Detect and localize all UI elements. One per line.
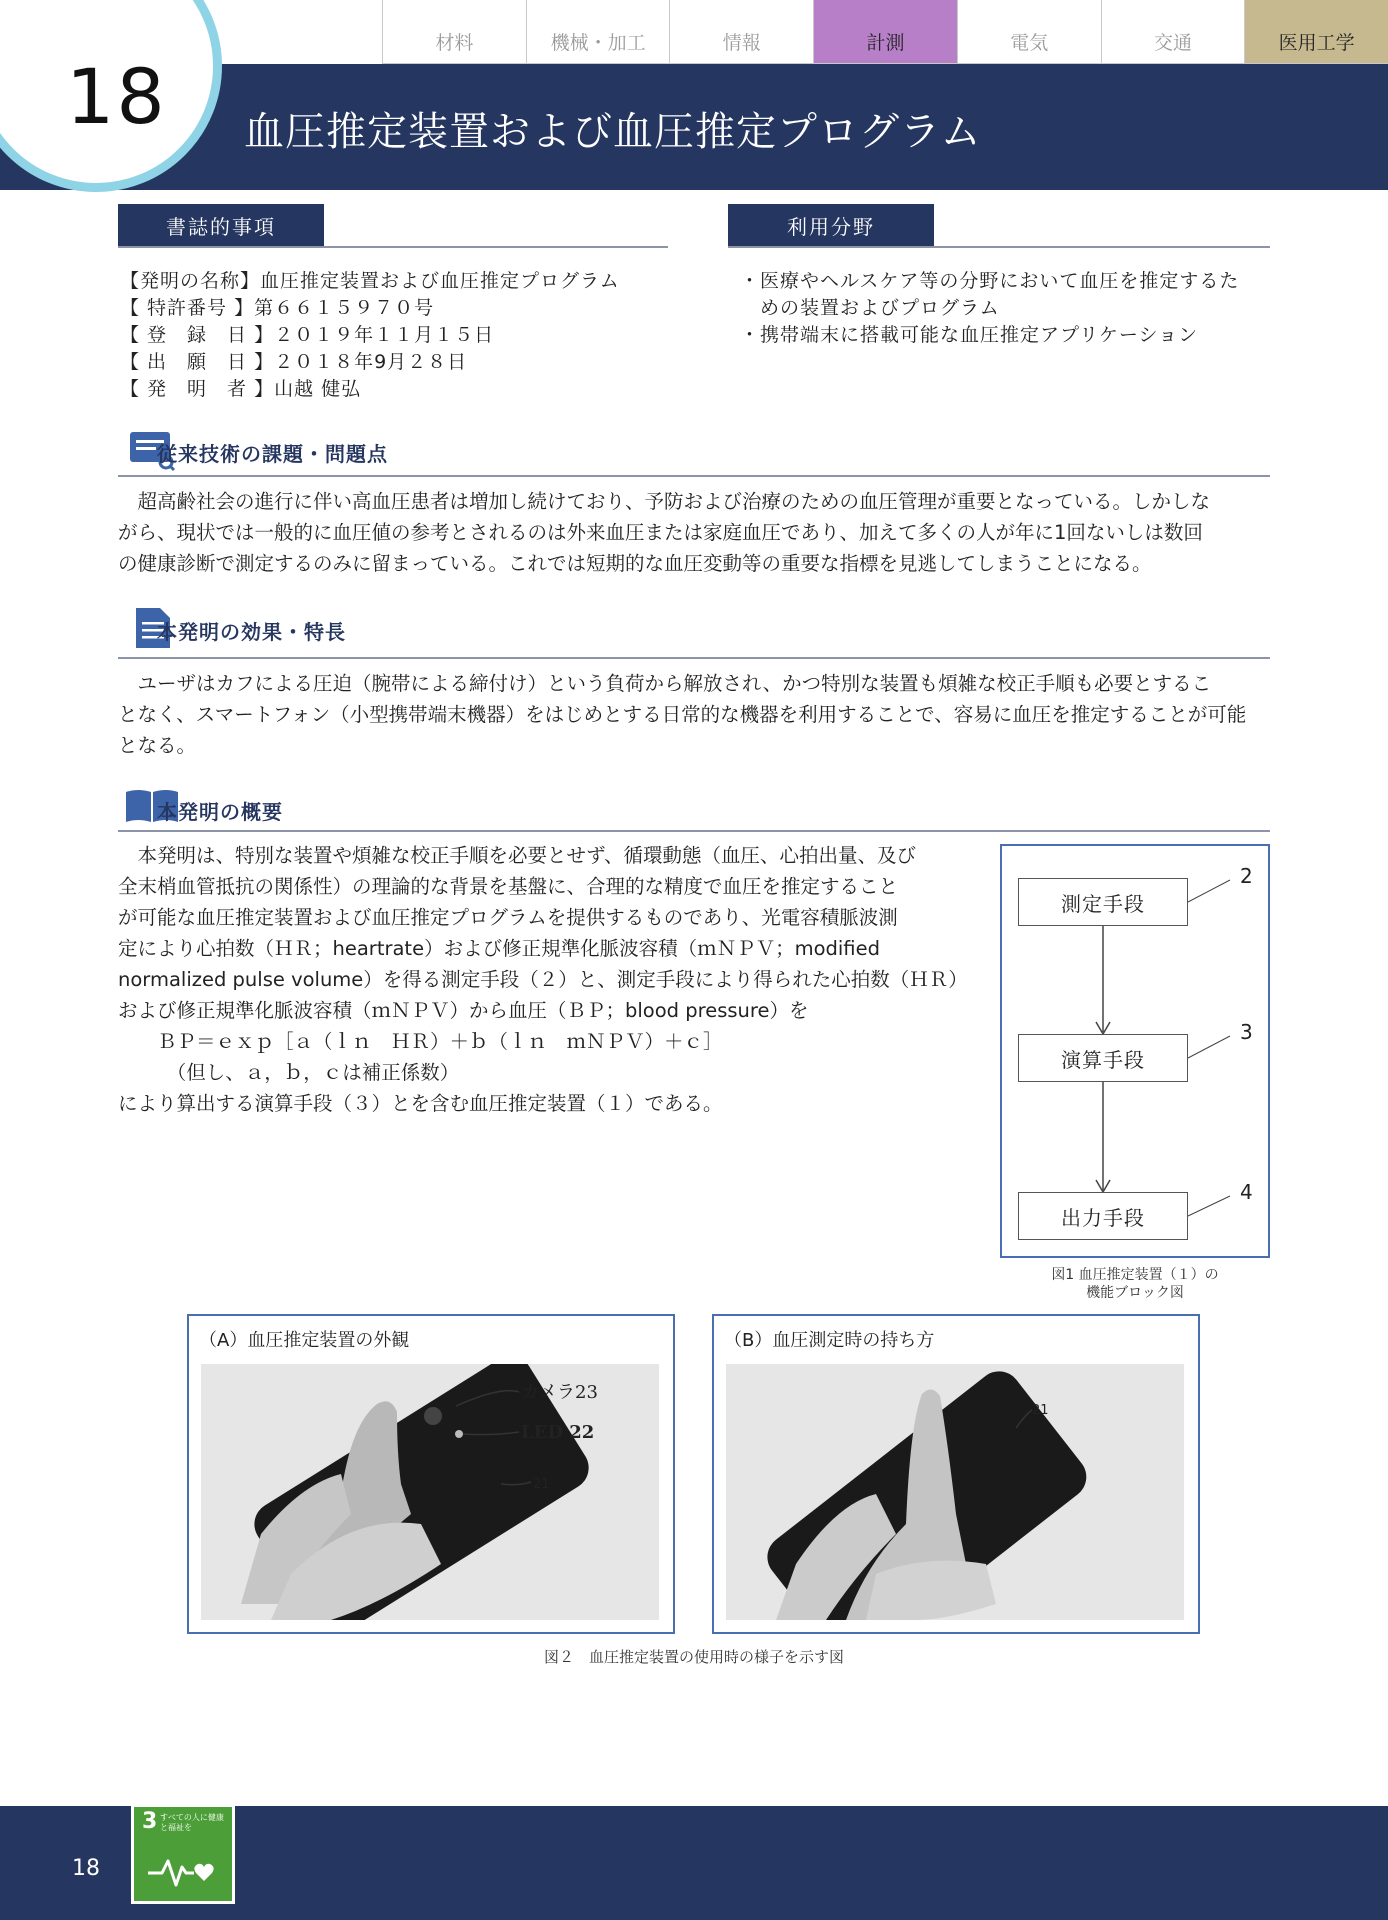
info-patent-number: 【 特許番号 】第６６１５９７０号 [120,297,435,319]
tab-medical-engineering[interactable]: 医用工学 [1244,0,1388,64]
block-number: 4 [1240,1180,1253,1204]
effect-text [118,668,1270,761]
photo-frame-a [187,1314,675,1634]
block-number: 2 [1240,864,1253,888]
divider [118,475,1270,477]
tab-mechanical[interactable]: 機械・加工 [526,0,670,64]
page-number: 18 [72,1856,100,1881]
usage-item: ・医療やヘルスケア等の分野において血圧を推定するた [740,270,1240,292]
device-annotation: 21 [1032,1403,1049,1418]
overview-heading: 本発明の概要 [157,800,283,824]
tab-information[interactable]: 情報 [669,0,813,64]
problem-text [118,486,1270,579]
block-output: 出力手段 [1018,1192,1188,1240]
effect-heading: 本発明の効果・特長 [157,620,346,644]
number-badge-text: 18 [66,52,167,141]
divider [118,657,1270,659]
camera-annotation: カメラ23 [521,1382,598,1403]
photo-device-appearance [201,1364,659,1620]
text-line: の健康診断で測定するのみに留まっている。これでは短期的な血圧変動等の重要な指標を見逃してしまうことになる。 [118,552,1152,575]
led-annotation: LED 22 [521,1422,595,1443]
tab-measurement[interactable]: 計測 [813,0,957,64]
usage-heading: 利用分野 [728,204,934,246]
photo-b-label: （B）血圧測定時の持ち方 [724,1330,935,1351]
block-diagram [1000,844,1270,1258]
block-number: 3 [1240,1020,1253,1044]
divider [118,830,1270,832]
figure1-caption [1000,1266,1270,1302]
text-line: ユーザはカフによる圧迫（腕帯による締付け）という負荷から解放され、かつ特別な装置も煩雑な校正手順も必要とするこ [118,672,1212,695]
device-annotation: 21 [533,1477,550,1492]
info-registration-date: 【 登 録 日 】２０１９年１１月１５日 [120,324,495,346]
overview-text [118,840,978,1119]
sdg-text: すべての人に健康と福祉を [160,1813,224,1832]
caption-line: 機能ブロック図 [1086,1285,1184,1301]
text-line: により算出する演算手段（３）とを含む血圧推定装置（１）である。 [118,1092,723,1115]
text-line: 全末梢血管抵抗の関係性）の理論的な背景を基盤に、合理的な精度で血圧を推定すること [118,875,899,898]
photo-holding-method [726,1364,1184,1620]
text-line: となく、スマートフォン（小型携帯端末機器）をはじめとする日常的な機器を利用することで、容易に血圧を推定することが可能 [118,703,1247,726]
text-line: となる。 [118,734,197,757]
text-line: 定により心拍数（ＨＲ；heartrate）および修正規準化脈波容積（ｍＮＰＶ；modified [118,937,880,960]
photo-frame-b [712,1314,1200,1634]
info-filing-date: 【 出 願 日 】２０１８年9月２８日 [120,351,468,373]
heartbeat-heart-icon [146,1851,222,1891]
problem-heading: 従来技術の課題・問題点 [157,442,388,466]
text-line: および修正規準化脈波容積（ｍＮＰＶ）から血圧（ＢＰ；blood pressure）を [118,999,809,1022]
tab-transportation[interactable]: 交通 [1101,0,1245,64]
info-name: 【発明の名称】血圧推定装置および血圧推定プログラム [120,270,620,292]
bibliographic-heading: 書誌的事項 [118,204,324,246]
tab-materials[interactable]: 材料 [382,0,526,64]
text-line: normalized pulse volume）を得る測定手段（２）と、測定手段により得られた心拍数（ＨＲ） [118,968,968,991]
block-calculation: 演算手段 [1018,1034,1188,1082]
sdg-number: 3 [142,1809,158,1834]
divider [118,246,668,248]
divider [728,246,1270,248]
category-tabs [382,0,1388,64]
usage-item: ・携帯端末に搭載可能な血圧推定アプリケーション [740,324,1199,346]
formula: ＢＰ＝ｅｘｐ［ａ（ｌｎ ＨＲ）＋ｂ（ｌｎ ｍＮＰＶ）＋ｃ］ [118,1030,723,1053]
text-line: がら、現状では一般的に血圧値の参考とされるのは外来血圧または家庭血圧であり、加えて多くの人が年に1回ないしは数回 [118,521,1203,544]
sdg-goal-3-badge [131,1804,235,1904]
text-line: 本発明は、特別な装置や煩雑な校正手順を必要とせず、循環動態（血圧、心拍出量、及び [118,844,916,867]
caption-line: 図1 血圧推定装置（１）の [1051,1267,1219,1283]
block-measurement: 測定手段 [1018,878,1188,926]
usage-item: めの装置およびプログラム [740,297,1000,319]
text-line: 超高齢社会の進行に伴い高血圧患者は増加し続けており、予防および治療のための血圧管理が重要となっている。しかしな [118,490,1211,513]
formula-note: （但し、ａ，ｂ，ｃは補正係数） [118,1061,460,1084]
page-title: 血圧推定装置および血圧推定プログラム [244,109,982,155]
info-inventor: 【 発 明 者 】山越 健弘 [120,378,362,400]
tab-electric[interactable]: 電気 [957,0,1101,64]
photo-a-label: （A）血圧推定装置の外観 [199,1330,410,1351]
figure2-caption: 図２ 血圧推定装置の使用時の様子を示す図 [543,1648,844,1666]
text-line: が可能な血圧推定装置および血圧推定プログラムを提供するものであり、光電容積脈波測 [118,906,898,929]
